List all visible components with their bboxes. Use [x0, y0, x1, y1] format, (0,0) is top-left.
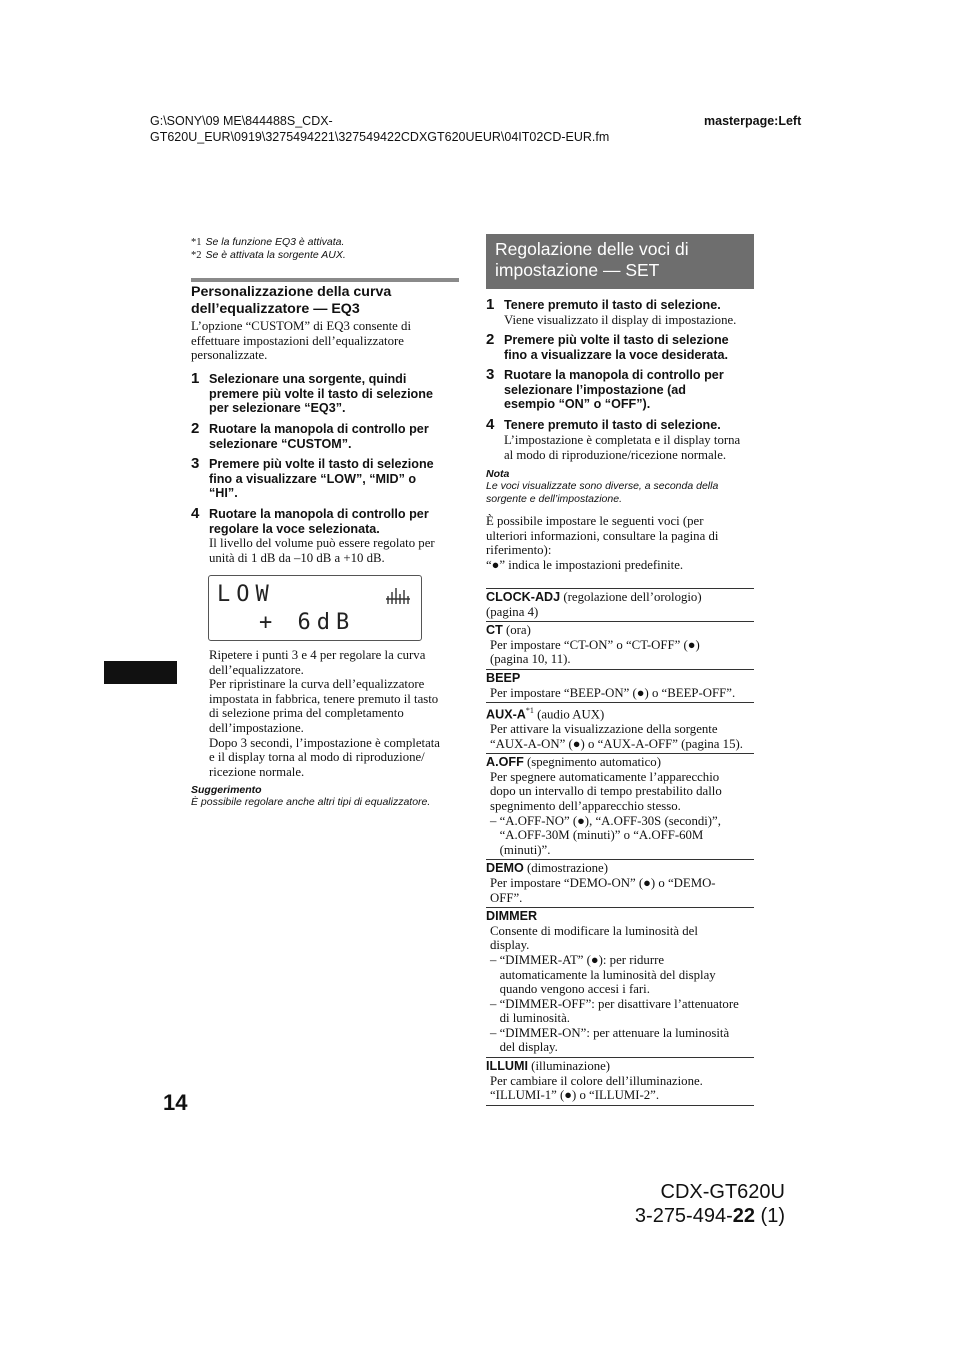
- file-path-line-2: GT620U_EUR\0919\3275494221\327549422CDXGT620UEUR\04IT02CD-EUR.fm: [150, 129, 610, 144]
- step-subtext: [209, 536, 469, 565]
- text-line: Selezionare una sorgente, quindi: [209, 372, 407, 386]
- footnote-mark: *2: [191, 250, 202, 261]
- text-line: dell’equalizzatore.: [209, 662, 304, 677]
- text-line: Per ripristinare la curva dell’equalizzatore: [209, 677, 425, 692]
- text-line: Ruotare la manopola di controllo per: [209, 422, 429, 436]
- text-line: L’opzione “CUSTOM” di EQ3 consente di: [191, 319, 412, 333]
- step-subtext: [504, 313, 756, 328]
- text-line: selezionare “CUSTOM”.: [209, 436, 352, 451]
- footnote-ref: *1: [525, 706, 534, 716]
- setting-header: [486, 909, 754, 924]
- text-line: Dopo 3 secondi, l’impostazione è completata: [209, 735, 440, 750]
- intro-paragraph: [191, 319, 459, 363]
- text-line: “HI”.: [209, 486, 238, 501]
- file-path-line-1: G:\SONY\09 ME\844488S_CDX-: [150, 114, 333, 128]
- setting-detail-line: spegnimento dell’apparecchio stesso.: [490, 798, 681, 813]
- section-title-eq3: [191, 284, 459, 318]
- file-path: [150, 114, 670, 145]
- text-line: fino a visualizzare la voce desiderata.: [504, 347, 728, 362]
- setting-row: [486, 588, 754, 621]
- setting-detail-line: – “DIMMER-AT” (●): per ridurre: [490, 952, 665, 967]
- section-title-line: dell’equalizzatore — EQ3: [191, 301, 360, 317]
- setting-detail-line: “A.OFF-30M (minuti)” o “A.OFF-60M: [490, 828, 704, 843]
- text-line: Premere più volte il tasto di selezione: [209, 457, 434, 471]
- text-line: premere più volte il tasto di selezione: [209, 386, 433, 401]
- text-line: Premere più volte il tasto di selezione: [504, 333, 729, 347]
- section-banner-set: [486, 234, 754, 289]
- setting-header: [486, 704, 754, 722]
- setting-desc: (spegnimento automatico): [523, 755, 661, 770]
- setting-row: [486, 859, 754, 907]
- section-rule: [191, 278, 459, 282]
- setting-key: DIMMER: [486, 909, 538, 924]
- lcd-bottom-text: + 6dB: [259, 610, 356, 635]
- text-line: di selezione prima del completamento: [209, 706, 404, 721]
- setting-row: [486, 621, 754, 669]
- step-number: 1: [191, 370, 200, 387]
- tip-block: [191, 784, 459, 809]
- setting-detail-line: OFF”.: [490, 890, 523, 905]
- part-number-suffix: (1): [755, 1205, 785, 1227]
- eq-icon: [385, 584, 411, 606]
- setting-detail-line: automaticamente la luminosità del display: [490, 967, 716, 982]
- lcd-display-illustration: [208, 575, 422, 641]
- setting-desc: (illuminazione): [527, 1059, 611, 1074]
- setting-row: [486, 907, 754, 1057]
- setting-header: [486, 861, 754, 876]
- setting-detail-line: – “DIMMER-OFF”: per disattivare l’attenuatore: [490, 996, 739, 1011]
- setting-detail-line: “ILLUMI-1” (●) o “ILLUMI-2”.: [490, 1088, 660, 1103]
- text-line: sorgente e dell’impostazione.: [486, 493, 622, 505]
- setting-key: AUX-A: [486, 707, 526, 722]
- step-number: 3: [191, 455, 200, 472]
- part-number: [620, 1204, 785, 1228]
- setting-detail-line: di luminosità.: [490, 1011, 570, 1026]
- text-line: regolare la voce selezionata.: [209, 521, 380, 536]
- text-line: per selezionare “EQ3”.: [209, 401, 346, 416]
- setting-key: DEMO: [486, 861, 524, 876]
- text-line: L’impostazione è completata e il display torna: [504, 433, 741, 447]
- text-line: Il livello del volume può essere regolato per: [209, 536, 435, 550]
- footnote-1: [191, 236, 344, 248]
- note-text: [486, 480, 754, 506]
- text-line: Ruotare la manopola di controllo per: [504, 368, 724, 382]
- eq3-followup-text: [209, 648, 459, 779]
- step-text: [504, 298, 756, 313]
- text-line: Viene visualizzato il display di impostazione.: [504, 313, 737, 327]
- text-line: “●” indica le impostazioni predefinite.: [486, 557, 684, 572]
- setting-detail-line: Per cambiare il colore dell’illuminazione.: [490, 1073, 703, 1088]
- setting-detail-line: (pagina 4): [486, 604, 539, 619]
- model-code: [620, 1180, 785, 1228]
- setting-row: [486, 669, 754, 702]
- text-line: personalizzate.: [191, 348, 268, 363]
- step-text: [504, 333, 756, 362]
- banner-line: impostazione — SET: [495, 260, 660, 280]
- setting-detail-line: Per impostare “DEMO-ON” (●) o “DEMO-: [490, 875, 716, 890]
- step-text: [209, 372, 469, 416]
- section-thumb-tab: [104, 661, 177, 684]
- lcd-top-text: LOW: [217, 582, 275, 607]
- text-line: Ruotare la manopola di controllo per: [209, 507, 429, 521]
- setting-desc: (ora): [502, 623, 531, 638]
- setting-key: BEEP: [486, 670, 521, 685]
- step-text: [504, 368, 756, 412]
- text-line: riferimento):: [486, 543, 552, 558]
- step-number: 1: [486, 296, 495, 313]
- settings-table: [486, 588, 754, 1106]
- setting-detail-line: display.: [490, 938, 530, 953]
- setting-detail-line: Consente di modificare la luminosità del: [490, 923, 698, 938]
- setting-detail-line: Per impostare “BEEP-ON” (●) o “BEEP-OFF”.: [490, 685, 736, 700]
- setting-key: CLOCK-ADJ: [486, 590, 561, 604]
- setting-row: [486, 753, 754, 859]
- banner-line: Regolazione delle voci di: [495, 239, 689, 259]
- text-line: Tenere premuto il tasto di selezione.: [504, 418, 721, 432]
- tip-heading: Suggerimento: [191, 784, 262, 796]
- text-line: ulteriori informazioni, consultare la pagina di: [486, 528, 719, 543]
- setting-detail-line: Per spegnere automaticamente l’apparecchio: [490, 769, 720, 784]
- setting-detail-line: – “DIMMER-ON”: per attenuare la luminosità: [490, 1025, 730, 1040]
- part-number-prefix: 3-275-494-: [634, 1205, 733, 1227]
- footnote-2: [191, 249, 346, 261]
- setting-desc: (audio AUX): [533, 707, 605, 722]
- text-line: Ripetere i punti 3 e 4 per regolare la curva: [209, 648, 426, 662]
- text-line: selezionare l’impostazione (ad: [504, 382, 686, 397]
- text-line: Tenere premuto il tasto di selezione.: [504, 298, 721, 312]
- step-number: 4: [191, 505, 200, 522]
- setting-detail-line: Per impostare “CT-ON” o “CT-OFF” (●): [490, 637, 700, 652]
- setting-detail-line: del display.: [490, 1040, 558, 1055]
- part-number-revision: 22: [732, 1205, 755, 1227]
- text-line: fino a visualizzare “LOW”, “MID” o: [209, 471, 417, 486]
- text-line: dell’impostazione.: [209, 720, 304, 735]
- masterpage-label: masterpage:Left: [704, 114, 802, 128]
- text-line: ricezione normale.: [209, 764, 305, 779]
- setting-header: [486, 755, 754, 770]
- step-text: [504, 418, 756, 433]
- setting-header: [486, 623, 754, 638]
- footnote-text: Se è attivata la sorgente AUX.: [205, 249, 346, 261]
- setting-desc: (regolazione dell’orologio): [560, 590, 702, 604]
- text-line: Le voci visualizzate sono diverse, a seconda della: [486, 480, 719, 492]
- step-number: 2: [486, 331, 495, 348]
- setting-detail-line: quando vengono accesi i fari.: [490, 982, 650, 997]
- setting-row: [486, 1057, 754, 1106]
- setting-key: A.OFF: [486, 755, 524, 770]
- setting-row: [486, 702, 754, 753]
- text-line: esempio “ON” o “OFF”).: [504, 397, 651, 412]
- settings-intro: [486, 514, 754, 572]
- step-number: 4: [486, 416, 495, 433]
- text-line: effettuare impostazioni dell’equalizzatore: [191, 333, 404, 348]
- tip-text: È possibile regolare anche altri tipi di equalizzatore.: [191, 796, 431, 808]
- setting-detail-line: Per attivare la visualizzazione della sorgente: [490, 722, 718, 737]
- text-line: al modo di riproduzione/ricezione normale.: [504, 447, 727, 462]
- setting-detail-line: dopo un intervallo di tempo prestabilito dallo: [490, 784, 722, 799]
- step-number: 2: [191, 420, 200, 437]
- setting-key: ILLUMI: [486, 1059, 528, 1074]
- text-line: impostata in fabbrica, tenere premuto il tasto: [209, 691, 439, 706]
- page-number: 14: [163, 1090, 188, 1115]
- footnote-text: Se la funzione EQ3 è attivata.: [205, 236, 345, 248]
- setting-detail-line: “AUX-A-ON” (●) o “AUX-A-OFF” (pagina 15).: [490, 736, 743, 751]
- setting-detail-line: (pagina 10, 11).: [490, 652, 571, 667]
- step-number: 3: [486, 366, 495, 383]
- setting-key: CT: [486, 623, 503, 638]
- text-line: e il display torna al modo di riproduzione/: [209, 750, 425, 765]
- section-title-line: Personalizzazione della curva: [191, 284, 392, 300]
- text-line: È possibile impostare le seguenti voci (per: [486, 514, 704, 528]
- setting-header: [486, 590, 754, 605]
- setting-header: [486, 1059, 754, 1074]
- setting-detail-line: – “A.OFF-NO” (●), “A.OFF-30S (secondi)”,: [490, 813, 721, 828]
- note-block: [486, 468, 754, 506]
- setting-header: [486, 671, 754, 686]
- model-name: CDX-GT620U: [660, 1181, 785, 1203]
- step-text: [209, 507, 469, 536]
- setting-detail-line: (minuti)”.: [490, 842, 551, 857]
- note-heading: Nota: [486, 468, 510, 480]
- step-subtext: [504, 433, 756, 462]
- step-text: [209, 422, 469, 451]
- step-text: [209, 457, 469, 501]
- setting-desc: (dimostrazione): [523, 861, 608, 876]
- footnote-mark: *1: [191, 237, 202, 248]
- text-line: unità di 1 dB da –10 dB a +10 dB.: [209, 550, 385, 565]
